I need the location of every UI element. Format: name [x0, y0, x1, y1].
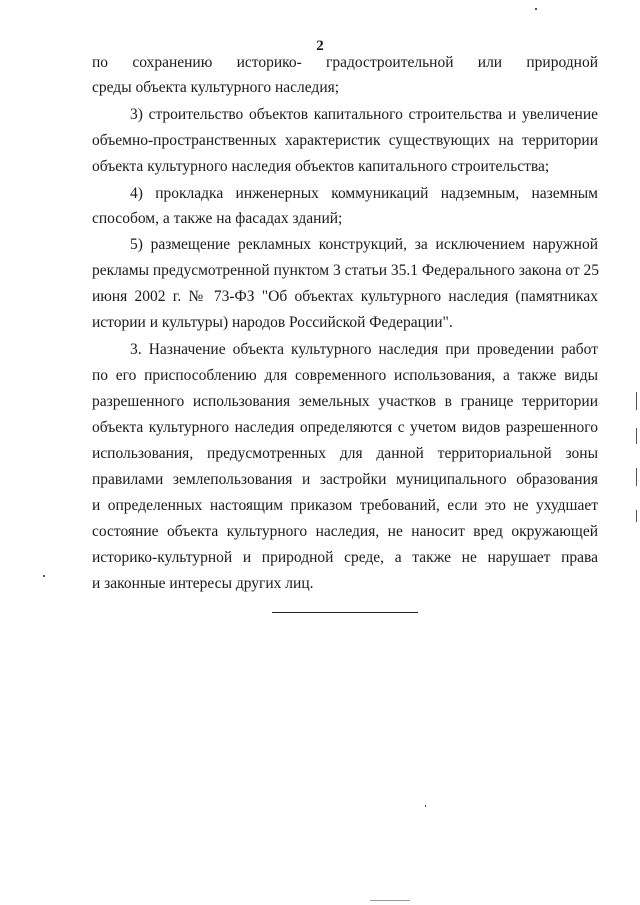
text-line: разрешенного использования земельных участков в границе территории: [92, 393, 598, 410]
page-number: 2: [316, 38, 324, 54]
scan-mark: [425, 805, 426, 807]
text-line: и законные интересы других лиц.: [92, 575, 314, 592]
text-line: среды объекта культурного наследия;: [92, 79, 340, 96]
text-line: июня 2002 г. № 73-ФЗ "Об объектах культурного наследия (памятниках: [92, 288, 598, 305]
text-line: 4) прокладка инженерных коммуникаций надземным, наземным: [130, 185, 598, 202]
text-line: правилами землепользования и застройки муниципального образования: [92, 471, 598, 488]
text-line: объекта культурного наследия объектов капитального строительства;: [92, 158, 550, 175]
scan-mark: [636, 392, 637, 410]
text-line: объекта культурного наследия определяются с учетом видов разрешенного: [92, 419, 598, 436]
scan-mark: [636, 468, 637, 486]
scan-mark: [535, 8, 537, 10]
text-line: историко-культурной и природной среде, а также не нарушает права: [92, 549, 598, 566]
text-line: состояние объекта культурного наследия, не наносит вред окружающей: [92, 523, 598, 540]
text-line: истории и культуры) народов Российской Федерации".: [92, 314, 453, 331]
scan-mark: [636, 510, 637, 522]
text-line: объемно-пространственных характеристик существующих на территории: [92, 132, 598, 149]
text-line: 3. Назначение объекта культурного наследия при проведении работ: [130, 341, 598, 358]
text-line: 5) размещение рекламных конструкций, за исключением наружной: [130, 236, 598, 253]
text-line: по сохранению историко- градостроительной или природной: [92, 54, 598, 71]
scan-mark: [636, 428, 637, 444]
end-rule: [272, 612, 418, 613]
text-line: по его приспособлению для современного использования, а также виды: [92, 367, 598, 384]
scan-mark: [370, 900, 410, 901]
text-line: использования, предусмотренных для данной территориальной зоны: [92, 445, 598, 462]
scan-mark: [43, 575, 45, 577]
text-line: рекламы предусмотренной пунктом 3 статьи 35.1 Федерального закона от 25: [92, 262, 600, 279]
text-line: 3) строительство объектов капитального строительства и увеличение: [130, 106, 598, 123]
text-line: способом, а также на фасадах зданий;: [92, 210, 343, 227]
text-line: и определенных настоящим приказом требований, если это не ухудшает: [92, 497, 598, 514]
